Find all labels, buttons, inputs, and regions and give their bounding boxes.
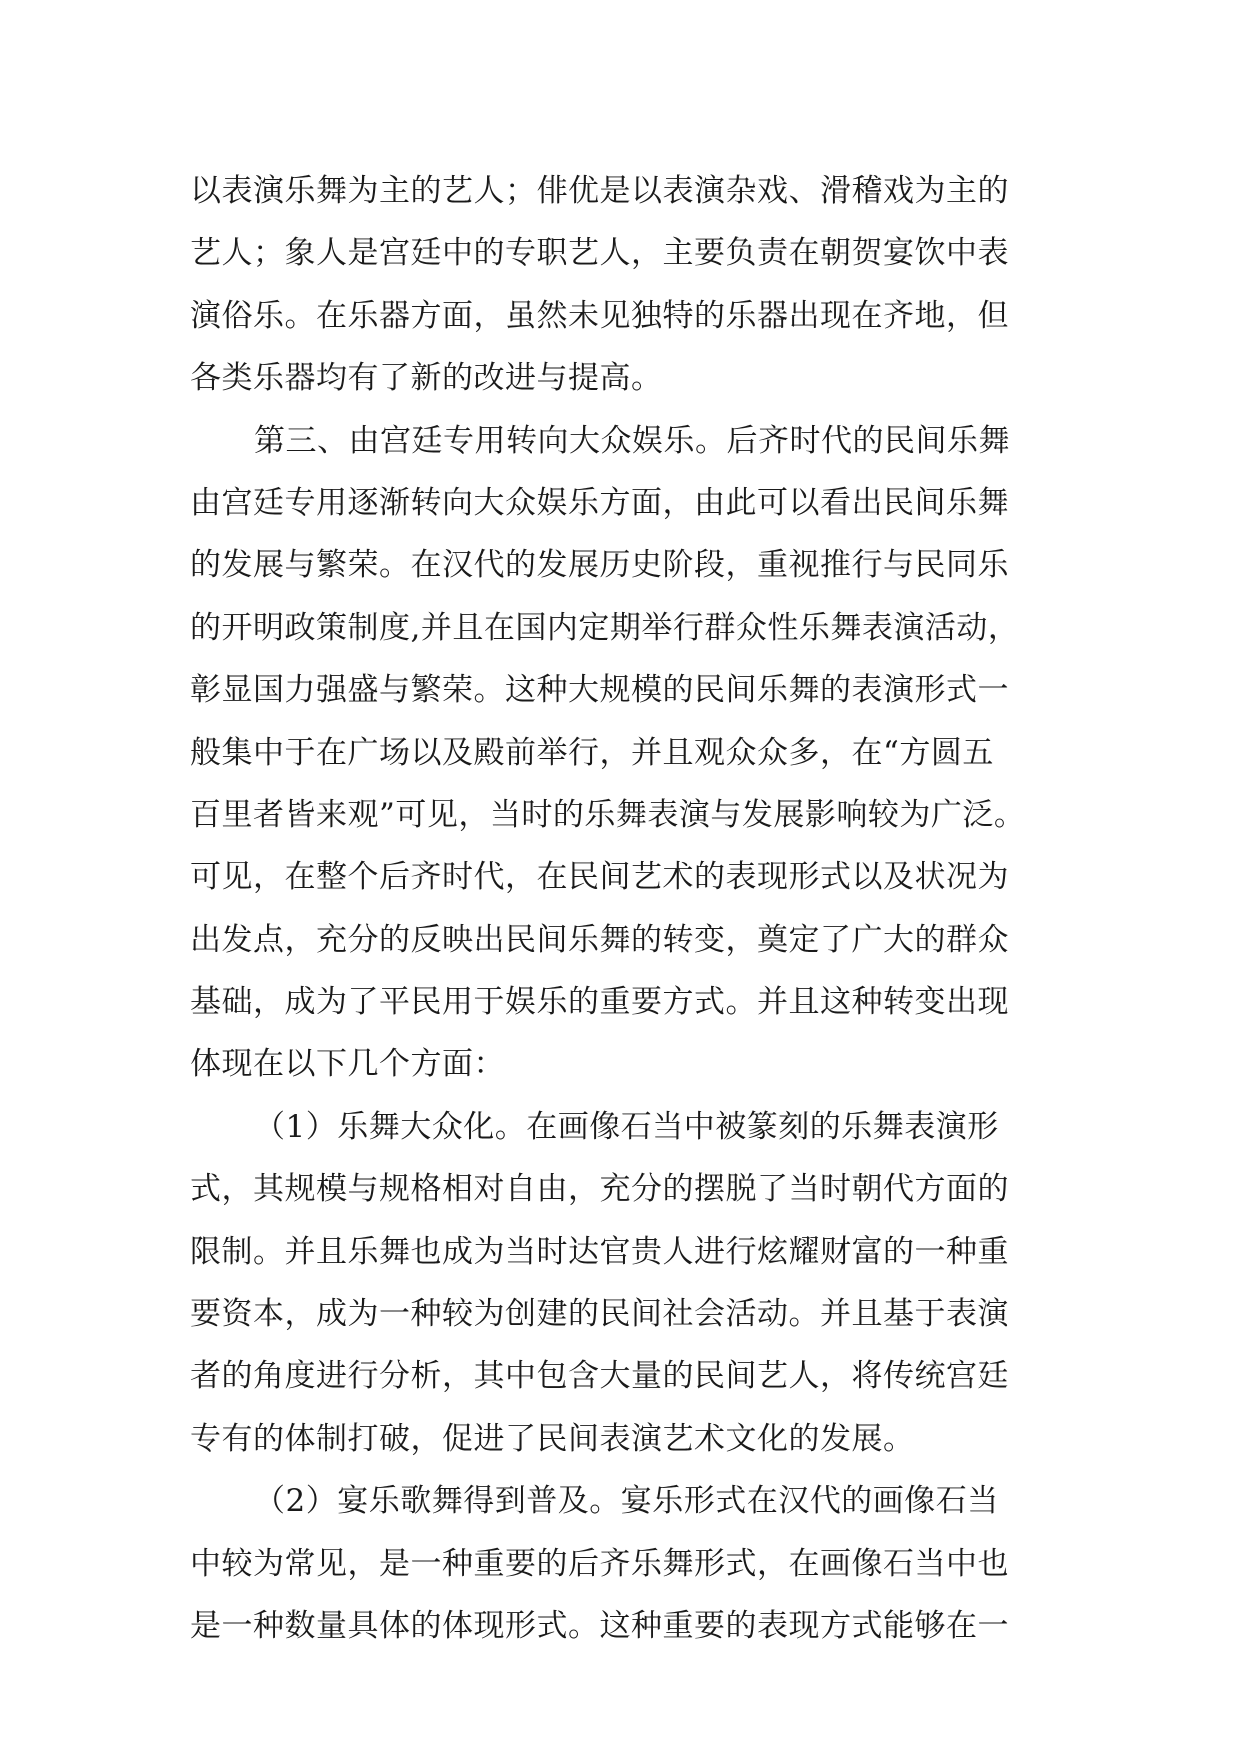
text-line: 由宫廷专用逐渐转向大众娱乐方面，由此可以看出民间乐舞 — [190, 484, 1009, 521]
text-line: 彰显国力强盛与繁荣。这种大规模的民间乐舞的表演形式一 — [190, 672, 1009, 709]
paragraph-performers — [190, 160, 1052, 410]
text-line: 是一种数量具体的体现形式。这种重要的表现方式能够在一 — [190, 1607, 1009, 1644]
document-body — [190, 160, 1052, 1657]
text-line: （1）乐舞大众化。在画像石当中被篆刻的乐舞表演形 — [254, 1108, 999, 1145]
text-line: 式，其规模与规格相对自由，充分的摆脱了当时朝代方面的 — [190, 1171, 1009, 1208]
text-line: 般集中于在广场以及殿前举行，并且观众众多，在“方圆五 — [190, 734, 994, 771]
text-line: 各类乐器均有了新的改进与提高。 — [190, 360, 663, 397]
text-line: 限制。并且乐舞也成为当时达官贵人进行炫耀财富的一种重 — [190, 1233, 1009, 1270]
text-line: 专有的体制打破，促进了民间表演艺术文化的发展。 — [190, 1420, 915, 1457]
paragraph-point-2 — [190, 1470, 1052, 1657]
text-line: 要资本，成为一种较为创建的民间社会活动。并且基于表演 — [190, 1296, 1009, 1333]
text-line: 中较为常见，是一种重要的后齐乐舞形式，在画像石当中也 — [190, 1545, 1009, 1582]
text-line: 的发展与繁荣。在汉代的发展历史阶段，重视推行与民同乐 — [190, 547, 1009, 584]
text-line: 百里者皆来观”可见，当时的乐舞表演与发展影响较为广泛。 — [190, 796, 1026, 833]
paragraph-popular-entertainment — [190, 410, 1052, 1096]
text-line: 的开明政策制度,并且在国内定期举行群众性乐舞表演活动， — [190, 609, 1020, 646]
text-line: 体现在以下几个方面： — [190, 1046, 505, 1083]
text-line: 者的角度进行分析，其中包含大量的民间艺人，将传统宫廷 — [190, 1358, 1009, 1395]
text-line: （2）宴乐歌舞得到普及。宴乐形式在汉代的画像石当 — [254, 1483, 999, 1520]
text-line: 出发点，充分的反映出民间乐舞的转变，奠定了广大的群众 — [190, 921, 1009, 958]
text-line: 可见，在整个后齐时代，在民间艺术的表现形式以及状况为 — [190, 859, 1009, 896]
text-line: 演俗乐。在乐器方面，虽然未见独特的乐器出现在齐地，但 — [190, 297, 1009, 334]
text-line: 第三、由宫廷专用转向大众娱乐。后齐时代的民间乐舞 — [254, 422, 1010, 459]
text-line: 艺人；象人是宫廷中的专职艺人，主要负责在朝贺宴饮中表 — [190, 235, 1009, 272]
text-line: 基础，成为了平民用于娱乐的重要方式。并且这种转变出现 — [190, 984, 1009, 1021]
paragraph-point-1 — [190, 1096, 1052, 1470]
text-line: 以表演乐舞为主的艺人；俳优是以表演杂戏、滑稽戏为主的 — [190, 173, 1009, 209]
